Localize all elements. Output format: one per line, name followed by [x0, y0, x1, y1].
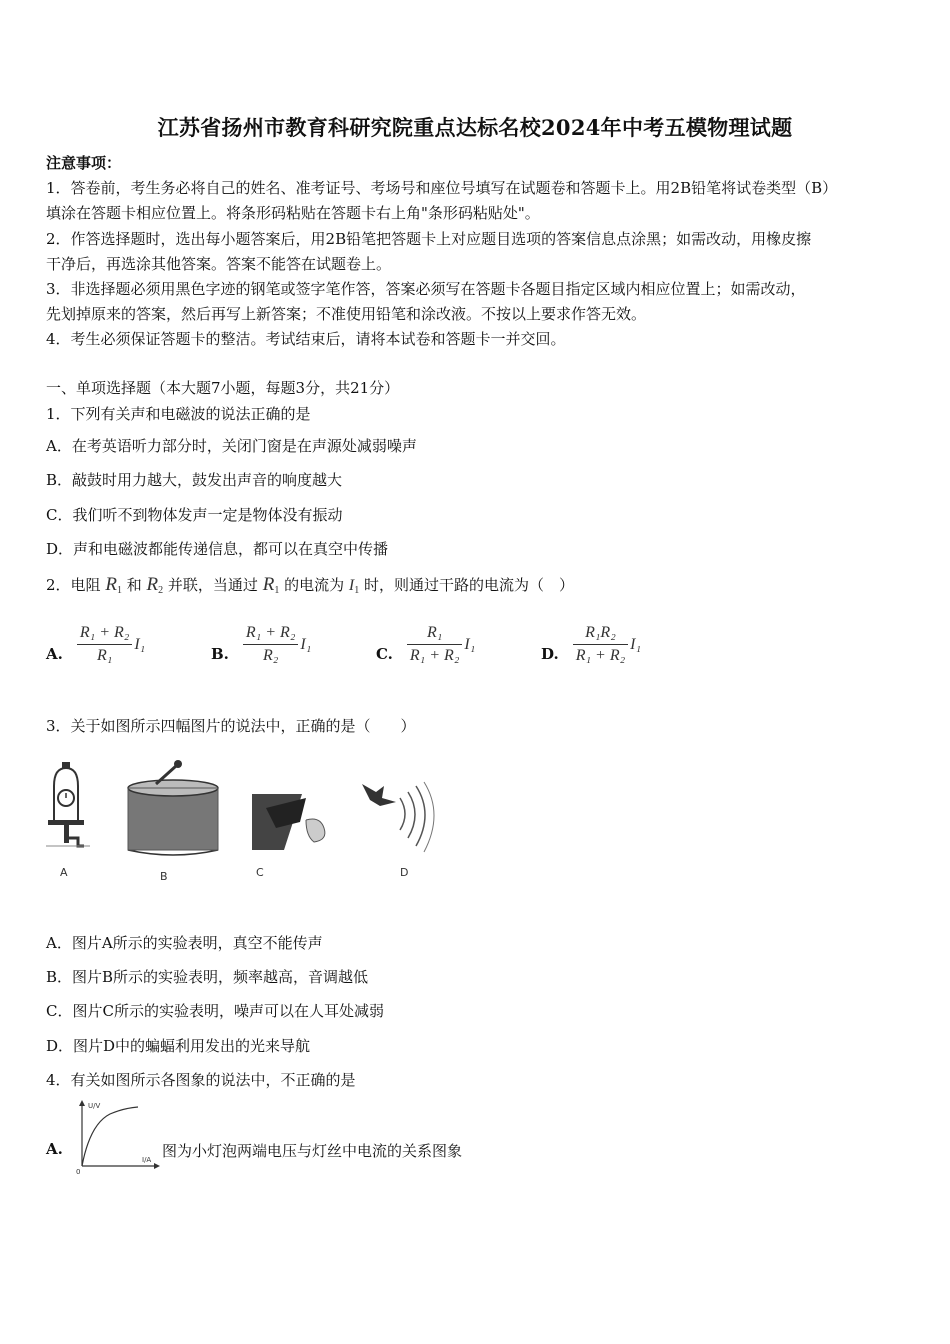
- notice-line: 先划掉原来的答案，然后再写上新答案；不准使用铅笔和涂改液。不按以上要求作答无效。: [46, 305, 647, 323]
- q4-option-a-letter: A.: [46, 1140, 63, 1158]
- q1-option-a: A．在考英语听力部分时，关闭门窗是在声源处减弱噪声: [46, 437, 417, 455]
- q2-option-c: C. $\frac{\text{R₁}}{\text{R₁ + R₂}}$ I₁: [376, 624, 476, 664]
- q3-option-c: C．图片C所示的实验表明，噪声可以在人耳处减弱: [46, 1002, 384, 1020]
- page-title: 江苏省扬州市教育科研究院重点达标名校2024年中考五模物理试题: [157, 115, 793, 140]
- q3-option-d: D．图片D中的蝙蝠利用发出的光来导航: [46, 1037, 311, 1055]
- q1-stem: 1．下列有关声和电磁波的说法正确的是: [46, 405, 311, 423]
- q2-text: 并联，当通过: [167, 576, 258, 594]
- figure-label-a: A: [60, 866, 68, 879]
- q2-text: 2．电阻: [46, 576, 101, 594]
- q1-option-c: C．我们听不到物体发声一定是物体没有振动: [46, 506, 343, 524]
- bat-illustration: [362, 782, 434, 879]
- notice-line: 3．非选择题必须用黑色字迹的钢笔或签字笔作答，答案必须写在答题卡各题目指定区域内相应位置上；如需改动，: [46, 280, 806, 298]
- q2-option-b: B. $\frac{\text{R₁ + R₂}}{\text{R₂}}$ I₁: [211, 624, 312, 664]
- q3-figure: [44, 758, 454, 886]
- bell-jar-illustration: [46, 762, 90, 879]
- section-heading: 一、单项选择题（本大题7小题，每题3分，共21分）: [46, 379, 400, 397]
- q3-option-a: A．图片A所示的实验表明，真空不能传声: [46, 934, 323, 952]
- r1-symbol: $R_1$: [262, 574, 280, 596]
- q2-stem: [46, 574, 574, 596]
- fraction: $\frac{\text{R₁R₂}}{\text{R₁ + R₂}}$: [573, 624, 628, 665]
- fraction: $\frac{\text{R₁ + R₂}}{\text{R₂}}$: [243, 624, 298, 665]
- notice-line: 1．答卷前，考生务必将自己的姓名、准考证号、考场号和座位号填写在试题卷和答题卡上。用2B铅笔将试卷类型（B）: [46, 179, 838, 197]
- notice-line: 填涂在答题卡相应位置上。将条形码粘贴在答题卡右上角"条形码粘贴处"。: [46, 204, 540, 222]
- u-i-graph: [72, 1098, 162, 1178]
- drum-illustration: [128, 760, 218, 883]
- r2-symbol: $R_2$: [146, 574, 164, 596]
- figure-label-b: B: [160, 870, 168, 883]
- notice-heading: 注意事项：: [46, 154, 122, 172]
- q1-option-d: D．声和电磁波都能传递信息，都可以在真空中传播: [46, 540, 389, 558]
- q4-option-a-text: 图为小灯泡两端电压与灯丝中电流的关系图象: [162, 1142, 463, 1160]
- i1-symbol: $I_1$: [348, 577, 360, 596]
- figure-label-c: C: [256, 866, 264, 879]
- q1-option-b: B．敲鼓时用力越大，鼓发出声音的响度越大: [46, 471, 343, 489]
- fraction: $\frac{\text{R₁}}{\text{R₁ + R₂}}$: [407, 624, 462, 665]
- graph-origin: 0: [76, 1168, 81, 1176]
- q4-stem: 4．有关如图所示各图象的说法中，不正确的是: [46, 1071, 356, 1089]
- q3-option-b: B．图片B所示的实验表明，频率越高，音调越低: [46, 968, 369, 986]
- notice-line: 4．考生必须保证答题卡的整洁。考试结束后，请将本试卷和答题卡一并交回。: [46, 330, 566, 348]
- q2-option-a: A. $\frac{\text{R₁ + R₂}}{\text{R₁}}$ I₁: [46, 624, 146, 664]
- figure-label-d: D: [400, 866, 409, 879]
- q2-text: 时，则通过干路的电流为（ ）: [364, 576, 575, 594]
- q3-stem: 3．关于如图所示四幅图片的说法中，正确的是（ ）: [46, 717, 416, 735]
- notice-line: 2．作答选择题时，选出每小题答案后，用2B铅笔把答题卡上对应题目选项的答案信息点涂黑；如需改动，用橡皮擦: [46, 230, 812, 248]
- fraction: $\frac{\text{R₁ + R₂}}{\text{R₁}}$: [77, 624, 132, 665]
- q2-option-d: D. $\frac{\text{R₁R₂}}{\text{R₁ + R₂}}$ I₁: [541, 624, 642, 664]
- q2-text: 和: [126, 576, 142, 594]
- ear-cover-illustration: [252, 794, 325, 879]
- q2-text: 的电流为: [284, 576, 345, 594]
- graph-xlabel: I/A: [142, 1156, 152, 1164]
- graph-ylabel: U/V: [88, 1102, 101, 1110]
- u-i-curve: [82, 1107, 138, 1166]
- notice-line: 干净后，再选涂其他答案。答案不能答在试题卷上。: [46, 255, 392, 273]
- r1-symbol: $R_1$: [105, 574, 122, 596]
